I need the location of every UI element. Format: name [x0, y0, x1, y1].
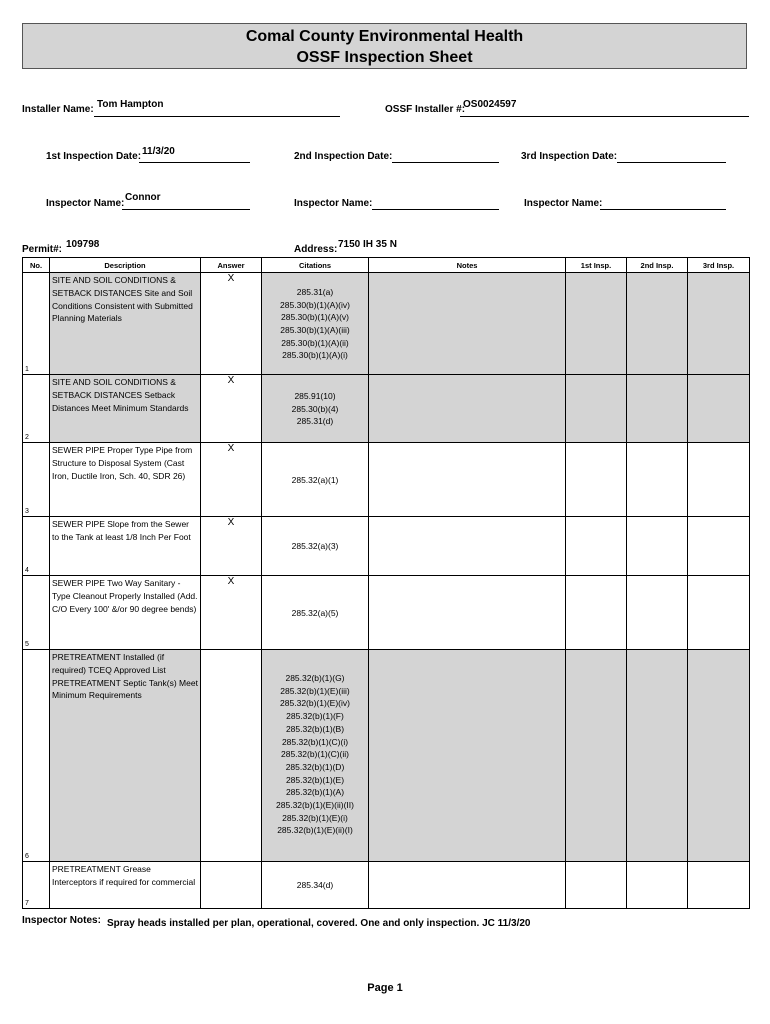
row-3rd-insp[interactable] [688, 576, 750, 650]
row-answer[interactable]: X [201, 443, 262, 517]
row-description-text: SEWER PIPE Proper Type Pipe from Structure to Disposal System (Cast Iron, Ductile Iron, Sch. 40, SDR 26) [52, 445, 193, 481]
row-number: 2 [25, 434, 29, 441]
row-notes[interactable] [369, 862, 566, 909]
installer-no-value[interactable]: OS0024597 [463, 99, 517, 110]
row-2nd-insp[interactable] [627, 862, 688, 909]
citation: 285.30(b)(1)(A)(iv) [280, 299, 350, 310]
title-line-1: Comal County Environmental Health [245, 28, 524, 45]
row-2nd-insp[interactable] [627, 576, 688, 650]
installer-name-value[interactable]: Tom Hampton [97, 99, 164, 110]
inspector1-value[interactable]: Connor [125, 192, 161, 203]
citation: 285.30(b)(1)(A)(iii) [280, 325, 350, 335]
row-citations [262, 576, 369, 650]
row-description [50, 273, 201, 375]
row-2nd-insp[interactable] [627, 517, 688, 576]
citation: 285.32(b)(1)(E)(iv) [280, 698, 350, 709]
citation: 285.30(b)(1)(A)(v) [280, 312, 350, 323]
row-description [50, 517, 201, 576]
installer-name-line [94, 116, 340, 117]
insp2-date-label: 2nd Inspection Date: [294, 151, 393, 162]
row-3rd-insp[interactable] [688, 862, 750, 909]
row-notes[interactable] [369, 650, 566, 862]
col-header-1st-insp: 1st Insp. [566, 258, 627, 273]
citation: 285.34(d) [296, 880, 334, 891]
citation: 285.32(a)(1) [291, 474, 339, 485]
col-header-2nd-insp: 2nd Insp. [627, 258, 688, 273]
row-description [50, 443, 201, 517]
row-number-cell [23, 375, 50, 443]
row-description-text: SITE AND SOIL CONDITIONS & SETBACK DISTANCES Setback Distances Meet Minimum Standards [52, 377, 189, 413]
row-description [50, 650, 201, 862]
permit-label: Permit#: [22, 244, 63, 255]
row-number-cell [23, 650, 50, 862]
col-header-answer: Answer [201, 258, 262, 273]
row-description-text: PRETREATMENT Installed (if required) TCEQ Approved List PRETREATMENT Septic Tank(s) Meet Minimum Requirements [52, 652, 198, 701]
row-citations [262, 650, 369, 862]
row-number: 7 [25, 900, 29, 907]
table-header-row [23, 258, 750, 273]
inspector3-line [600, 209, 726, 210]
row-number-cell [23, 273, 50, 375]
row-answer[interactable]: X [201, 375, 262, 443]
citation: 285.32(b)(1)(G) [285, 673, 345, 683]
row-3rd-insp[interactable] [688, 650, 750, 862]
row-3rd-insp[interactable] [688, 443, 750, 517]
row-description-text: SEWER PIPE Two Way Sanitary - Type Cleanout Properly Installed (Add. C/O Every 100' &/or 90 degree bends) [52, 578, 198, 614]
table-row [23, 862, 750, 909]
row-3rd-insp[interactable] [688, 517, 750, 576]
citation: 285.32(b)(1)(E)(ii)(II) [276, 800, 354, 811]
table-row [23, 517, 750, 576]
row-citations [262, 273, 369, 375]
row-1st-insp[interactable] [566, 650, 627, 862]
row-answer[interactable]: X [201, 273, 262, 375]
citation: 285.32(b)(1)(C)(ii) [280, 749, 349, 760]
citation: 285.31(d) [296, 416, 334, 427]
inspector3-label: Inspector Name: [524, 198, 603, 209]
row-number: 5 [25, 641, 29, 648]
citation: 285.32(a)(3) [291, 541, 339, 552]
row-answer[interactable] [201, 862, 262, 909]
row-description-text: SITE AND SOIL CONDITIONS & SETBACK DISTANCES Site and Soil Conditions Consistent with Submitted Planning Materials [52, 275, 193, 324]
inspector2-label: Inspector Name: [294, 198, 373, 209]
title-line-2: OSSF Inspection Sheet [296, 49, 473, 66]
citation: 285.32(b)(1)(A) [285, 787, 345, 798]
row-2nd-insp[interactable] [627, 273, 688, 375]
citation: 285.32(b)(1)(E)(iii) [280, 685, 350, 696]
citation: 285.91(10) [294, 390, 336, 401]
row-answer[interactable]: X [201, 517, 262, 576]
citation: 285.32(b)(1)(B) [285, 723, 345, 734]
row-1st-insp[interactable] [566, 862, 627, 909]
row-number: 4 [25, 567, 29, 574]
row-number: 1 [25, 366, 29, 373]
row-citations [262, 443, 369, 517]
citation: 285.32(b)(1)(C)(i) [281, 736, 349, 747]
row-notes[interactable] [369, 576, 566, 650]
inspector2-line [372, 209, 499, 210]
insp1-date-label: 1st Inspection Date: [46, 151, 142, 162]
citation: 285.30(b)(1)(A)(ii) [281, 337, 349, 348]
row-1st-insp[interactable] [566, 517, 627, 576]
citation: 285.30(b)(1)(A)(i) [282, 350, 348, 361]
citation: 285.32(b)(1)(E) [285, 774, 345, 785]
row-description [50, 375, 201, 443]
col-header-3rd-insp: 3rd Insp. [688, 258, 750, 273]
address-value[interactable]: 7150 IH 35 N [338, 239, 397, 250]
row-2nd-insp[interactable] [627, 443, 688, 517]
inspector-notes-label: Inspector Notes: [22, 915, 101, 926]
form-title [22, 23, 747, 69]
col-header-citations: Citations [262, 258, 369, 273]
row-3rd-insp[interactable] [688, 375, 750, 443]
row-citations [262, 862, 369, 909]
row-answer[interactable]: X [201, 576, 262, 650]
table-row [23, 273, 750, 375]
inspection-table [22, 257, 750, 909]
installer-name-label: Installer Name: [22, 104, 94, 115]
row-2nd-insp[interactable] [627, 650, 688, 862]
row-description [50, 576, 201, 650]
address-label: Address: [294, 244, 338, 255]
page-number: Page 1 [367, 982, 403, 994]
inspector1-line [122, 209, 250, 210]
table-row [23, 443, 750, 517]
inspector-notes-value[interactable]: Spray heads installed per plan, operational, covered. One and only inspection. JC 11/3/20 [107, 918, 531, 929]
installer-no-label: OSSF Installer #: [385, 104, 466, 115]
insp2-date-line [392, 162, 499, 163]
row-1st-insp[interactable] [566, 375, 627, 443]
citation: 285.32(b)(1)(E)(i) [282, 812, 348, 823]
row-answer[interactable] [201, 650, 262, 862]
citation: 285.32(a)(5) [291, 607, 339, 618]
row-number-cell [23, 443, 50, 517]
row-number-cell [23, 576, 50, 650]
row-citations [262, 375, 369, 443]
row-notes[interactable] [369, 517, 566, 576]
row-notes[interactable] [369, 375, 566, 443]
citation: 285.32(b)(1)(D) [285, 761, 345, 772]
row-1st-insp[interactable] [566, 576, 627, 650]
citation: 285.30(b)(4) [291, 403, 339, 414]
row-1st-insp[interactable] [566, 443, 627, 517]
col-header-notes: Notes [369, 258, 566, 273]
insp3-date-label: 3rd Inspection Date: [521, 151, 618, 162]
row-number-cell [23, 862, 50, 909]
table-row [23, 375, 750, 443]
row-number: 3 [25, 508, 29, 515]
row-notes[interactable] [369, 443, 566, 517]
row-number-cell [23, 517, 50, 576]
row-number: 6 [25, 853, 29, 860]
inspector1-label: Inspector Name: [46, 198, 125, 209]
row-notes[interactable] [369, 273, 566, 375]
row-2nd-insp[interactable] [627, 375, 688, 443]
insp1-date-value[interactable]: 11/3/20 [142, 146, 175, 157]
row-description-text: PRETREATMENT Grease Interceptors if required for commercial [52, 864, 196, 887]
permit-value[interactable]: 109798 [66, 239, 100, 250]
row-3rd-insp[interactable] [688, 273, 750, 375]
row-1st-insp[interactable] [566, 273, 627, 375]
installer-no-line [460, 116, 749, 117]
insp3-date-line [617, 162, 726, 163]
table-row [23, 576, 750, 650]
col-header-description: Description [50, 258, 201, 273]
row-description [50, 862, 201, 909]
citation: 285.32(b)(1)(E)(ii)(I) [277, 825, 353, 836]
citation: 285.32(b)(1)(F) [286, 711, 344, 722]
row-description-text: SEWER PIPE Slope from the Sewer to the Tank at least 1/8 Inch Per Foot [52, 519, 191, 542]
insp1-date-line [139, 162, 250, 163]
citation: 285.31(a) [296, 286, 334, 297]
row-citations [262, 517, 369, 576]
table-row [23, 650, 750, 862]
col-header-no: No. [23, 258, 50, 273]
